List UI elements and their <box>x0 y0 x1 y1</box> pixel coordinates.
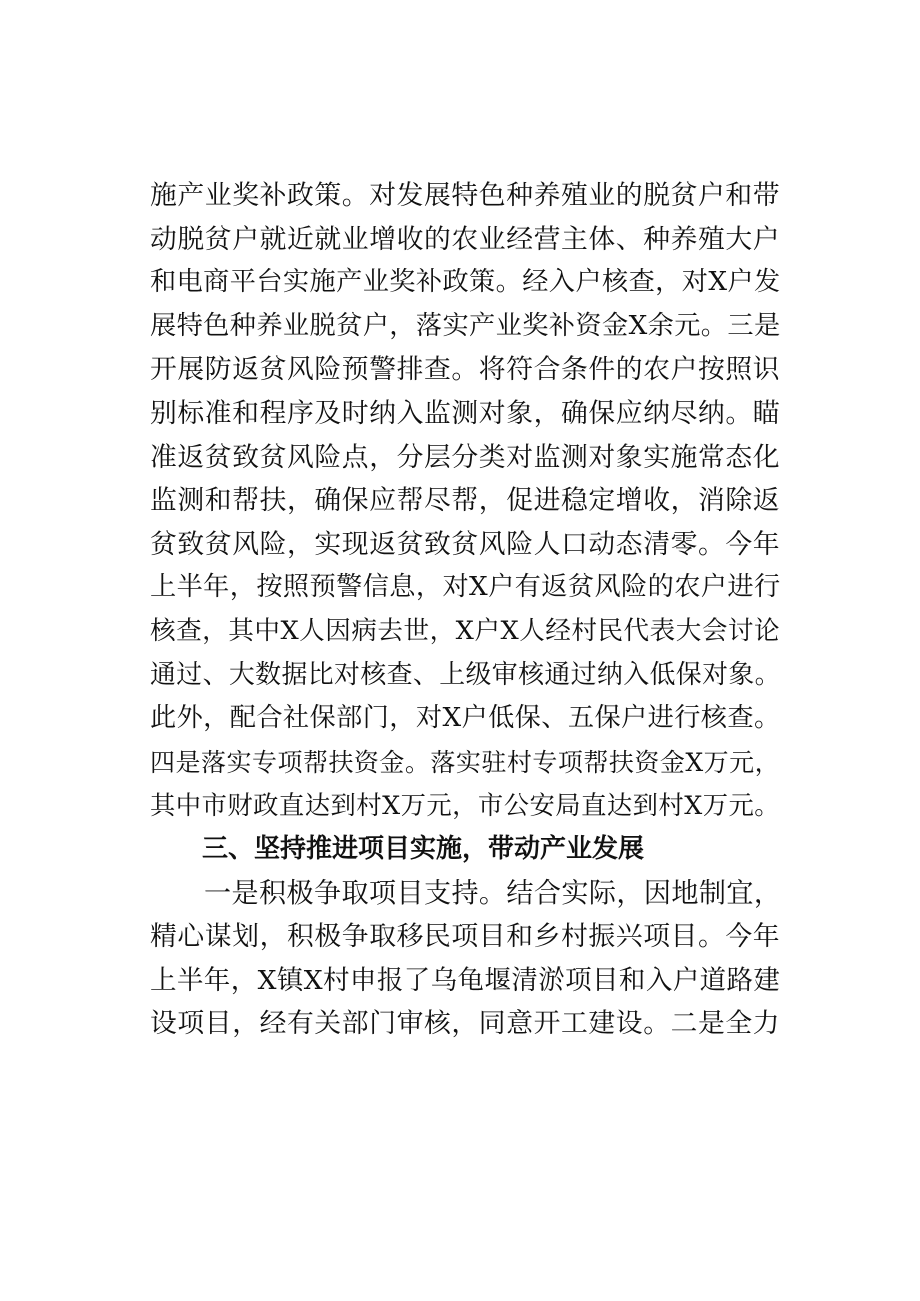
paragraph-line: 贫致贫风险，实现返贫致贫风险人口动态清零。今年 <box>150 528 780 560</box>
paragraph-line: 监测和帮扶，确保应帮尽帮，促进稳定增收，消除返 <box>150 485 780 517</box>
paragraph-line: 此外，配合社保部门，对X户低保、五保户进行核查。 <box>150 703 781 734</box>
paragraph-line: 开展防返贫风险预警排查。将符合条件的农户按照识 <box>150 354 780 386</box>
paragraph-line: 和电商平台实施产业奖补政策。经入户核查，对X户发 <box>150 267 781 298</box>
paragraph-line: 设项目，经有关部门审核，同意开工建设。二是全力 <box>150 1008 780 1040</box>
document-body <box>150 174 780 1046</box>
paragraph-line: 通过、大数据比对核查、上级审核通过纳入低保对象。 <box>150 659 781 690</box>
paragraph-line: 别标准和程序及时纳入监测对象，确保应纳尽纳。瞄 <box>150 397 780 429</box>
paragraph-line: 四是落实专项帮扶资金。落实驻村专项帮扶资金X万元， <box>150 747 780 777</box>
paragraph-line: 一是积极争取项目支持。结合实际，因地制宜， <box>204 877 782 909</box>
paragraph-line: 其中市财政直达到村X万元，市公安局直达到村X万元。 <box>150 791 780 821</box>
paragraph-line: 上半年，按照预警信息，对X户有返贫风险的农户进行 <box>150 572 781 603</box>
paragraph-line: 展特色种养业脱贫户，落实产业奖补资金X余元。三是 <box>150 310 781 341</box>
paragraph-line: 准返贫致贫风险点，分层分类对监测对象实施常态化 <box>150 441 780 473</box>
paragraph-line: 施产业奖补政策。对发展特色种养殖业的脱贫户和带 <box>150 180 780 211</box>
paragraph-line: 动脱贫户就近就业增收的农业经营主体、种养殖大户 <box>150 223 780 255</box>
paragraph-line: 上半年，X镇X村申报了乌龟堰清淤项目和入户道路建 <box>150 964 781 996</box>
paragraph-line: 精心谋划，积极争取移民项目和乡村振兴项目。今年 <box>150 921 780 953</box>
paragraph-line: 核查，其中X人因病去世，X户X人经村民代表大会讨论 <box>150 615 780 646</box>
section-heading: 三、坚持推进项目实施，带动产业发展 <box>202 833 645 864</box>
